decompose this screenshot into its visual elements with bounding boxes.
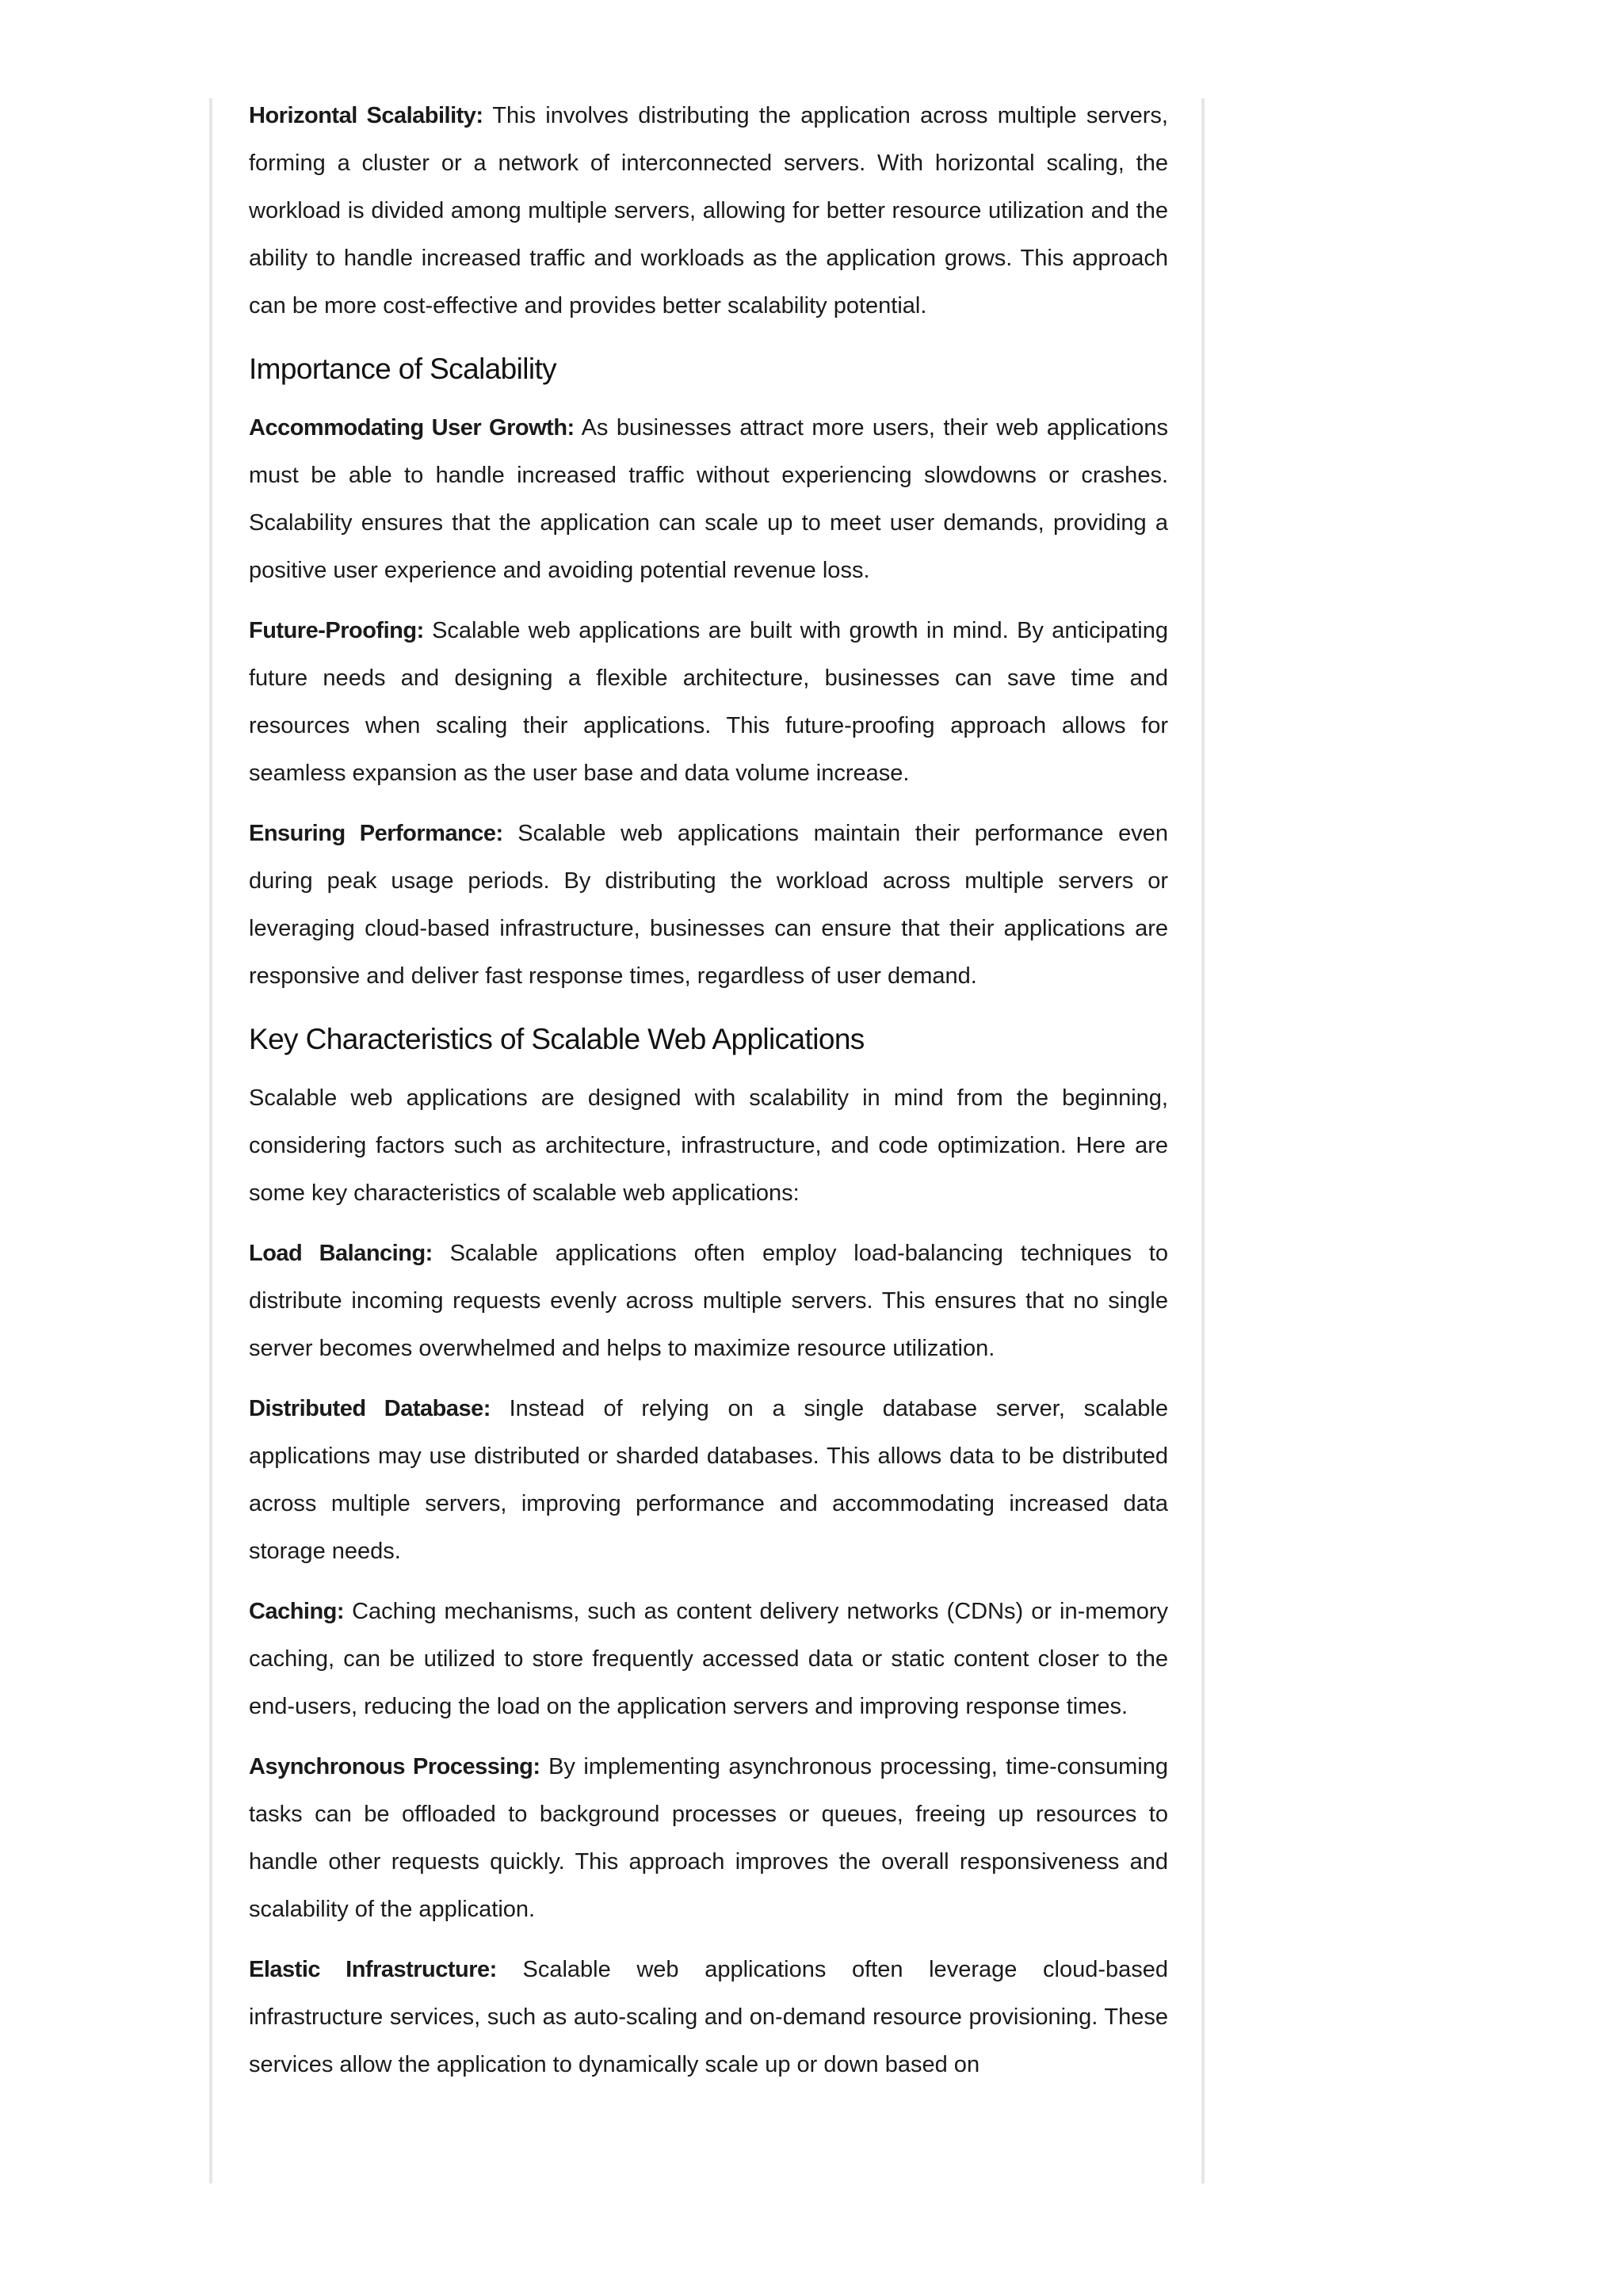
term-label: Load Balancing: [249, 1241, 433, 1266]
left-margin-rule [209, 98, 212, 2183]
term-label: Ensuring Performance: [249, 821, 503, 846]
paragraph-text: Scalable web applications are built with growth in mind. By anticipating future needs and designing a flexible architecture, businesses can save time and resources when scaling their applications. This future-proofing approach allows for seamless expansion as the user base and data volume increase. [249, 618, 1168, 786]
paragraph-ensuring-performance [249, 810, 1168, 1000]
article-body [249, 92, 1168, 2101]
term-label: Horizontal Scalability: [249, 103, 483, 128]
paragraph-text: Scalable web applications maintain their performance even during peak usage periods. By distributing the workload across multiple servers or leveraging cloud-based infrastructure, businesses can ensure that their applications are responsive and deliver fast response times, regardless of user demand. [249, 821, 1168, 989]
paragraph-text: Scalable applications often employ load-balancing techniques to distribute incoming requests evenly across multiple servers. This ensures that no single server becomes overwhelmed and helps to maximize resource utilization. [249, 1241, 1168, 1361]
heading-importance-of-scalability: Importance of Scalability [249, 353, 557, 385]
right-margin-rule [1201, 98, 1205, 2183]
paragraph-distributed-database [249, 1385, 1168, 1575]
paragraph-text: As businesses attract more users, their web applications must be able to handle increased traffic without experiencing slowdowns or crashes. Scalability ensures that the application can scale up to meet user demands, providing a positive user experience and avoiding potential revenue loss. [249, 415, 1169, 583]
heading-key-characteristics: Key Characteristics of Scalable Web Applications [249, 1023, 865, 1055]
paragraph-elastic-infrastructure [249, 1946, 1168, 2088]
term-label: Asynchronous Processing: [249, 1754, 540, 1779]
paragraph-text: Scalable web applications often leverage cloud-based infrastructure services, such as auto-scaling and on-demand resource provisioning. These services allow the application to dynamically scale up or down based on [249, 1957, 1168, 2077]
paragraph-intro [249, 1074, 1168, 1217]
paragraph-text: Scalable web applications are designed with scalability in mind from the beginning, considering factors such as architecture, infrastructure, and code optimization. Here are some key characteristics of scalable web applications: [249, 1085, 1168, 1206]
paragraph-accommodating-user-growth [249, 404, 1168, 594]
term-label: Distributed Database: [249, 1396, 491, 1421]
term-label: Accommodating User Growth: [249, 415, 575, 441]
term-label: Caching: [249, 1599, 345, 1624]
paragraph-future-proofing [249, 607, 1168, 797]
paragraph-text: This involves distributing the application across multiple servers, forming a cluster or a network of interconnected servers. With horizontal scaling, the workload is divided among multiple servers, allowing for better resource utilization and the ability to handle increased traffic and workloads as the application grows. This approach can be more cost-effective and provides better scalability potential. [249, 103, 1168, 318]
term-label: Elastic Infrastructure: [249, 1957, 497, 1982]
paragraph-text: Instead of relying on a single database server, scalable applications may use distributed or sharded databases. This allows data to be distributed across multiple servers, improving performance and accommodating increased data storage needs. [249, 1396, 1168, 1564]
paragraph-text: Caching mechanisms, such as content delivery networks (CDNs) or in-memory caching, can be utilized to store frequently accessed data or static content closer to the end-users, reducing the load on the application servers and improving response times. [249, 1599, 1168, 1719]
paragraph-text: By implementing asynchronous processing, time-consuming tasks can be offloaded to background processes or queues, freeing up resources to handle other requests quickly. This approach improves the overall responsiveness and scalability of the application. [249, 1754, 1168, 1922]
paragraph-horizontal-scalability [249, 92, 1168, 330]
paragraph-asynchronous-processing [249, 1743, 1168, 1933]
paragraph-load-balancing [249, 1230, 1168, 1372]
term-label: Future-Proofing: [249, 618, 424, 643]
paragraph-caching [249, 1588, 1168, 1730]
